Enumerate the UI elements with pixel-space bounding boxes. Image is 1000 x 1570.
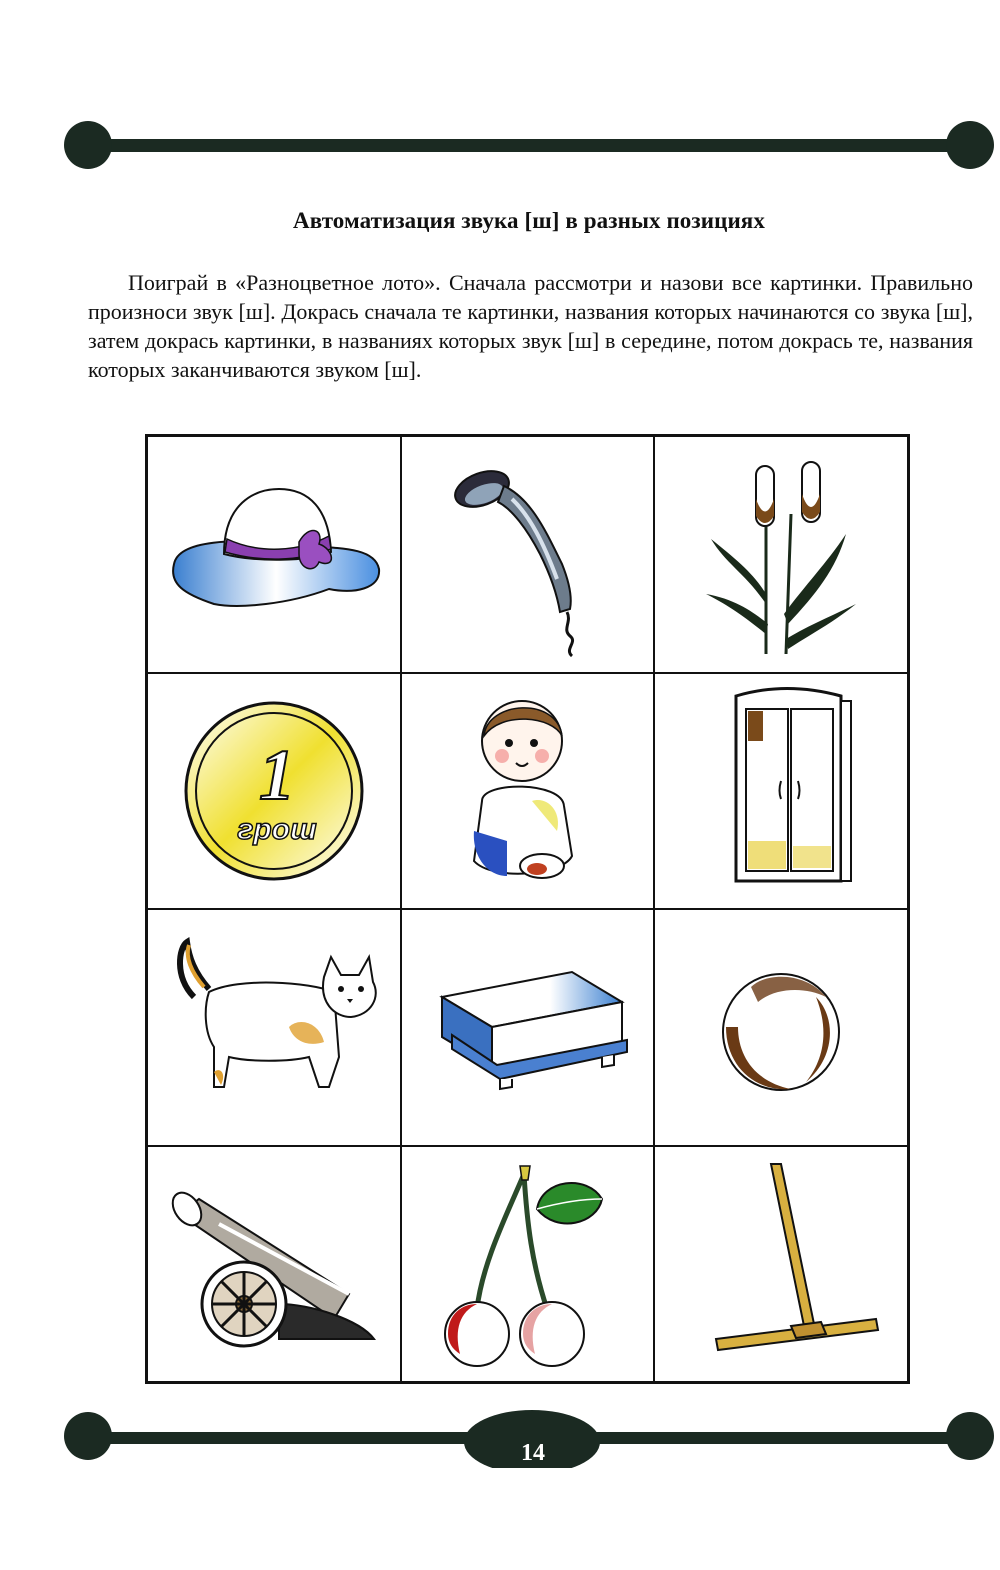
ball-icon xyxy=(666,917,896,1137)
instructions-text: Поиграй в «Разноцветное лото». Сначала рассмотри и назови все картинки. Правильно произноси звук [ш]. Докрась сначала те картинки, названия которых начинаются со звука [ш], затем докрась картинки, в названиях которых звук [ш] в середине, потом докрась те, названия которых заканчиваются звуком [ш]. xyxy=(88,270,973,382)
cherries-icon xyxy=(412,1154,642,1374)
lotto-card-cat[interactable] xyxy=(147,909,401,1146)
lotto-card-wardrobe[interactable] xyxy=(654,673,908,910)
lotto-card-box[interactable] xyxy=(401,909,655,1146)
shower-head-icon xyxy=(412,444,642,664)
wardrobe-icon xyxy=(666,681,896,901)
lotto-card-cannon[interactable] xyxy=(147,1146,401,1383)
cannon-icon xyxy=(159,1154,389,1374)
cat-icon xyxy=(159,917,389,1137)
instructions-paragraph xyxy=(88,268,973,384)
box-icon xyxy=(412,917,642,1137)
lotto-card-rake[interactable] xyxy=(654,1146,908,1383)
lotto-card-shower[interactable] xyxy=(401,436,655,673)
page-title: Автоматизация звука [ш] в разных позициях xyxy=(293,208,765,233)
lotto-card-hat[interactable] xyxy=(147,436,401,673)
hat-icon xyxy=(159,444,389,664)
coin-word: грош xyxy=(237,812,317,846)
lotto-card-cherries[interactable] xyxy=(401,1146,655,1383)
lotto-card-reed[interactable] xyxy=(654,436,908,673)
coin-number: 1 xyxy=(258,734,295,815)
coin-icon xyxy=(159,681,389,901)
lotto-card-coin[interactable] xyxy=(147,673,401,910)
page-number: 14 xyxy=(521,1440,545,1466)
reed-icon xyxy=(666,444,896,664)
lotto-card-child[interactable] xyxy=(401,673,655,910)
lotto-card-ball[interactable] xyxy=(654,909,908,1146)
lotto-grid xyxy=(145,434,910,1384)
rake-icon xyxy=(666,1154,896,1374)
top-decorative-rule xyxy=(60,117,1000,177)
child-icon xyxy=(412,681,642,901)
